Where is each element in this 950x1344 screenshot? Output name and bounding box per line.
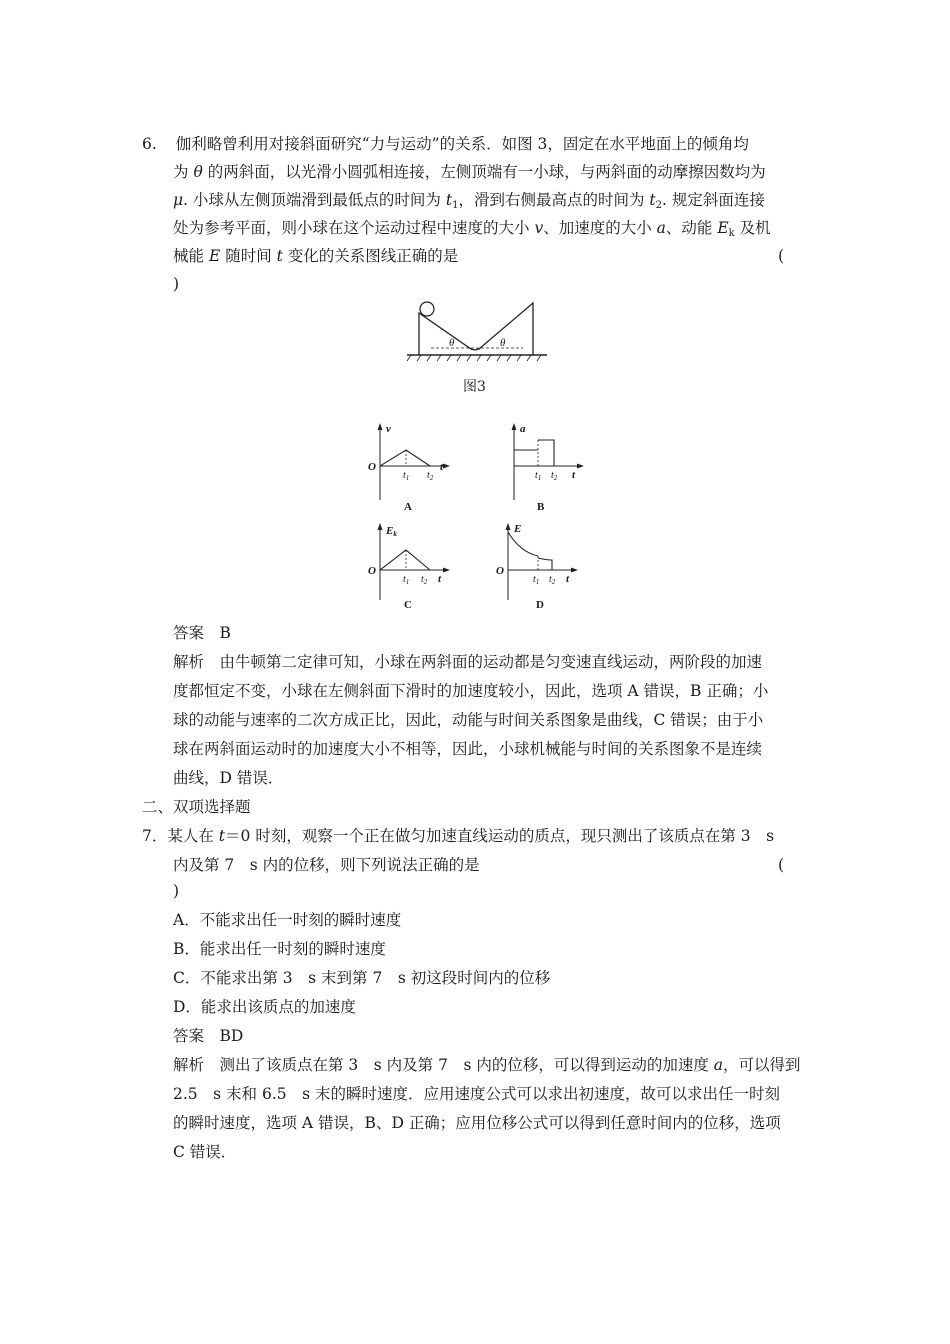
q6-text-3c: . 规定斜面连接 xyxy=(662,191,765,209)
t-symbol: t xyxy=(218,827,226,845)
graph-a-origin: O xyxy=(368,461,376,473)
svg-text:t2: $t_2$ xyxy=(549,574,556,586)
t1-sub: 1 xyxy=(452,200,459,211)
q6-analysis-2: 度都恒定不变，小球在左侧斜面下滑时的加速度较小，因此，选项 A 错误，B 正确；小 xyxy=(173,682,769,700)
graph-c-origin: O xyxy=(368,565,376,577)
graph-a-curve xyxy=(380,450,430,466)
svg-text:t1: $t_1$ xyxy=(403,470,410,482)
q7-option-b: B．能求出任一时刻的瞬时速度 xyxy=(173,940,386,958)
v-symbol: v xyxy=(534,219,544,237)
t-symbol: t xyxy=(276,247,283,265)
svg-text:t1: $t_1$ xyxy=(533,574,540,586)
q7-answer: 答案 BD xyxy=(173,1027,244,1045)
svg-text:t: t xyxy=(438,573,442,585)
q7-analysis-2: 2.5 s 末和 6.5 s 末的瞬时速度．应用速度公式可以求出初速度，故可以求出任一时刻 xyxy=(173,1085,780,1103)
graph-a-ylabel: v xyxy=(386,423,391,435)
graph-b-ylabel: a xyxy=(520,423,526,435)
graph-c-ylabel: Ek xyxy=(386,525,397,538)
q6-text-2a: 为 xyxy=(173,163,194,181)
graph-d-label: D xyxy=(536,599,544,611)
q6-text-4c: 、动能 xyxy=(665,219,718,237)
q6-analysis-1: 解析 由牛顿第二定律可知，小球在两斜面的运动都是匀变速直线运动，两阶段的加速 xyxy=(173,653,763,671)
graph-c-label: C xyxy=(404,599,412,611)
inclined-planes-figure xyxy=(405,295,550,365)
q7-analysis-3: 的瞬时速度，选项 A 错误，B、D 正确；应用位移公式可以得到任意时间内的位移，选项 xyxy=(173,1114,781,1132)
q6-text-5c: 变化的关系图线正确的是 xyxy=(282,247,459,265)
graph-b-label: B xyxy=(537,501,545,513)
q7-paren-close: ) xyxy=(173,882,180,900)
t2-sub: 2 xyxy=(655,200,663,211)
a-symbol: a xyxy=(656,219,666,237)
graph-b-step-2 xyxy=(538,440,554,466)
q7-option-c: C．不能求出第 3 s 末到第 7 s 初这段时间内的位移 xyxy=(173,969,551,987)
figure-caption: 图3 xyxy=(463,379,486,395)
graph-a-label: A xyxy=(404,501,412,513)
q6-number: 6. xyxy=(142,135,157,153)
theta-symbol: θ xyxy=(193,163,203,181)
graph-c-curve xyxy=(380,550,430,570)
q6-line-1 xyxy=(142,133,749,155)
mu-symbol: μ xyxy=(173,191,184,209)
q6-text-2b: 的两斜面，以光滑小圆弧相连接，左侧顶端有一小球，与两斜面的动摩擦因数均为 xyxy=(202,163,766,181)
q6-text-5b: 随时间 xyxy=(220,247,277,265)
graph-d-curve-2 xyxy=(538,558,552,570)
slopes-outline xyxy=(419,303,533,355)
graph-d xyxy=(494,520,584,615)
svg-text:t: t xyxy=(572,469,576,481)
q6-text-5a: 械能 xyxy=(173,247,209,265)
q6-text-4d: 及机 xyxy=(734,219,771,237)
ground-hatch xyxy=(407,355,541,361)
graph-a xyxy=(366,420,456,515)
q6-text-3b: ，滑到右侧最高点的时间为 xyxy=(458,191,650,209)
svg-text:t2: $t_2$ xyxy=(551,470,558,482)
q6-line-3 xyxy=(173,189,765,217)
q6-line-5 xyxy=(173,245,458,267)
graph-d-curve-1 xyxy=(508,532,538,556)
q7-option-a: A．不能求出任一时刻的瞬时速度 xyxy=(173,911,402,929)
q6-analysis-3: 球的动能与速率的二次方成正比，因此，动能与时间关系图象是曲线，C 错误；由于小 xyxy=(173,711,764,729)
q6-analysis-5: 曲线，D 错误． xyxy=(173,769,284,787)
svg-text:t1: $t_1$ xyxy=(535,470,542,482)
svg-text:t2: $t_2$ xyxy=(421,574,428,586)
theta-left-label: θ xyxy=(449,337,455,349)
svg-text:t: t xyxy=(566,573,570,585)
ball xyxy=(420,302,434,316)
q7-line-1: 7．某人在 t＝0 时刻，观察一个正在做匀加速直线运动的质点，现只测出了该质点在第 3 s xyxy=(142,827,775,845)
q6-answer: 答案 B xyxy=(173,624,231,642)
q6-analysis-4: 球在两斜面运动时的加速度大小不相等，因此，小球机械能与时间的关系图象不是连续 xyxy=(173,740,763,758)
t1-symbol: t xyxy=(445,191,453,209)
svg-text:t: t xyxy=(440,461,444,473)
svg-text:t2: $t_2$ xyxy=(427,470,434,482)
graph-c xyxy=(366,520,456,615)
e-symbol: E xyxy=(208,247,221,265)
q7-line-2: 内及第 7 s 内的位移，则下列说法正确的是 xyxy=(173,856,480,874)
q6-text-4b: 、加速度的大小 xyxy=(543,219,657,237)
graph-b xyxy=(500,420,590,515)
q6-text-1: 伽利略曾利用对接斜面研究“力与运动”的关系．如图 3，固定在水平地面上的倾角均 xyxy=(175,135,749,153)
ek-symbol: E xyxy=(717,219,729,237)
q7-option-d: D．能求出该质点的加速度 xyxy=(173,998,356,1016)
q6-line-4 xyxy=(173,217,771,245)
t2-symbol: t xyxy=(649,191,656,209)
q6-line-2 xyxy=(173,161,766,183)
q6-text-4a: 处为参考平面，则小球在这个运动过程中速度的大小 xyxy=(173,219,535,237)
graph-d-ylabel: E xyxy=(514,523,522,535)
graph-d-origin: O xyxy=(496,565,504,577)
q7-paren-open: ( xyxy=(778,856,785,874)
q7-analysis-1: 解析 测出了该质点在第 3 s 内及第 7 s 内的位移，可以得到运动的加速度 a，可以得到 xyxy=(173,1056,801,1074)
svg-text:t1: $t_1$ xyxy=(403,574,410,586)
q6-paren-open: ( xyxy=(778,247,785,265)
ek-sub: k xyxy=(728,228,735,239)
section-heading: 二、双项选择题 xyxy=(142,798,251,816)
q7-analysis-4: C 错误． xyxy=(173,1143,237,1161)
q6-paren-close: ) xyxy=(173,275,180,293)
theta-right-label: θ xyxy=(500,337,506,349)
q6-text-3a: . 小球从左侧顶端滑到最低点的时间为 xyxy=(183,191,446,209)
a-symbol: a xyxy=(713,1056,724,1074)
